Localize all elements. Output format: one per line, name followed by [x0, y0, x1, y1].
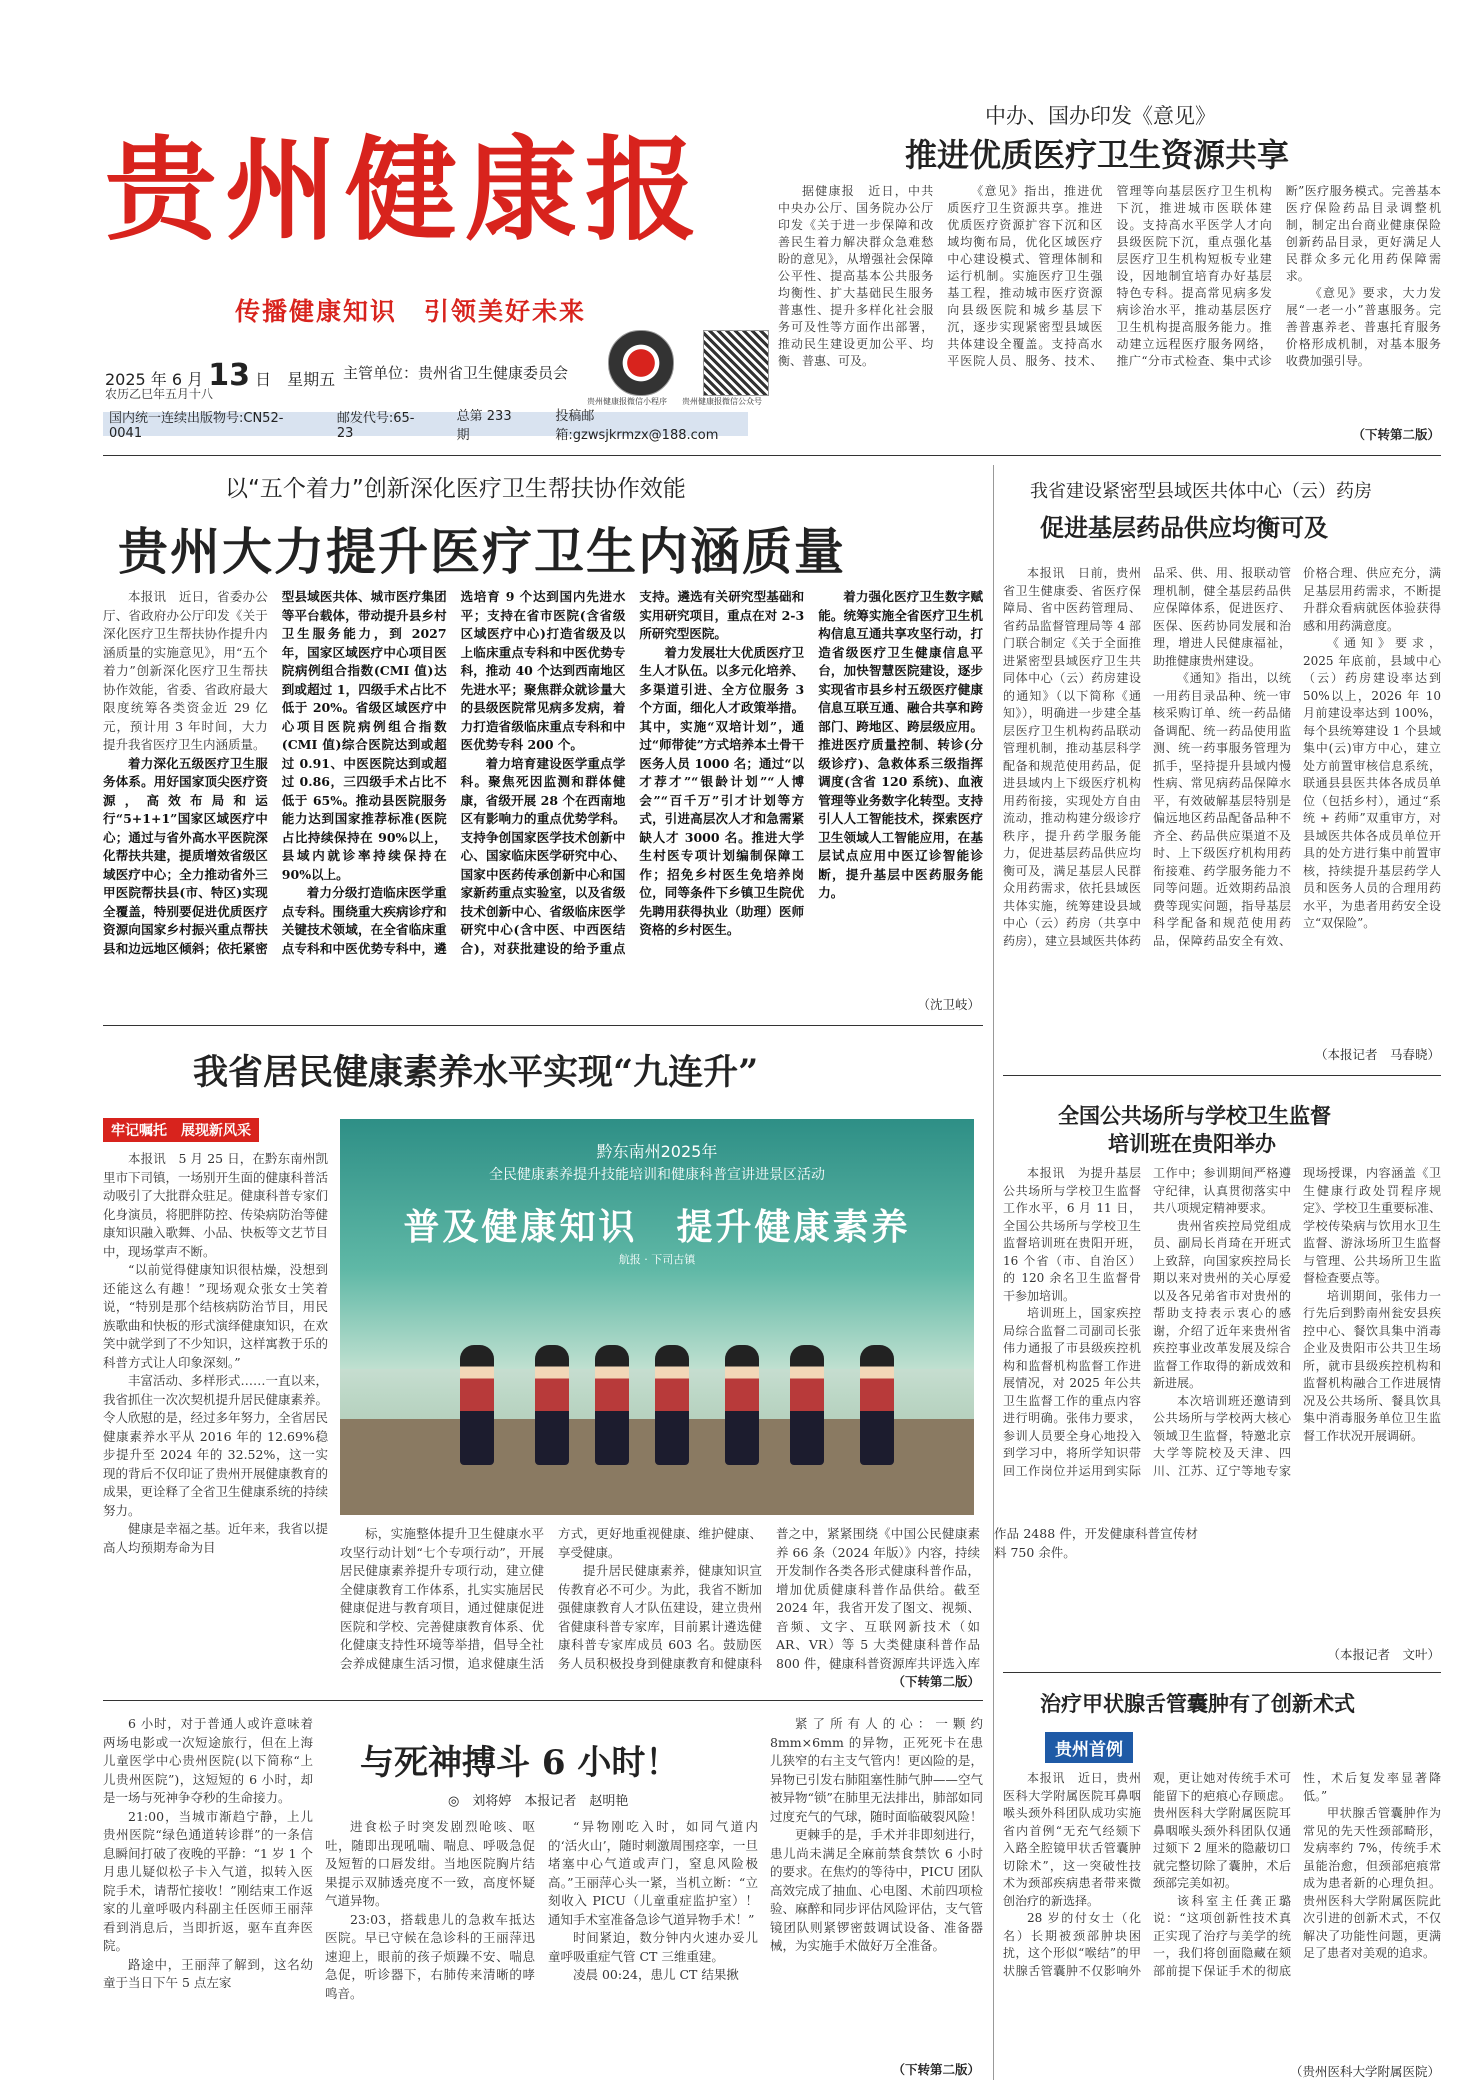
literacy-article-headline: 我省居民健康素养水平实现“九连升”: [193, 1052, 759, 1093]
performer-figure: [655, 1345, 689, 1465]
sponsor: 主管单位：贵州省卫生健康委员会: [343, 364, 569, 382]
masthead-title: 贵州健康报: [105, 125, 705, 256]
literacy-article-body-bottom: 标，实施整体提升卫生健康水平攻坚行动计划“七个专项行动”，开展居民健康素养提升专项行动，建立健全健康教育工作体系，扎实实施居民健康促进与教育项目，通过健康促进医院和学校、完善健康教育体系、优化健康支持性环境等举措，倡导全社会养成健康生活习惯，追求健康生活方式，更好地重视健康、维护健康、享受健康。 提升居民健康素养，健康知识宣传教育必不可少。为此，我省不断加强健康教育人才队伍建设，建立贵州省健康科普专家库，目前累计遴选健康科普专家库成员 603 名。鼓励医务人员积极投身到健康教育和健康科普之中，紧紧围绕《中国公民健康素养 66 条（2024 年版）》内容，持续开发制作各类各形式健康科普作品，增加优质健康科普作品供给。截至 2024 年，我省开发了图文、视频、音频、文字、互联网新技术（如 AR、VR）等 5 大类健康科普作品 800 件，健康科普资源库共评选入库作品 2488 件，开发健康科普宣传材料 750 余件。: [340, 1526, 1198, 1671]
performer-figure: [595, 1345, 629, 1465]
rescue-article-byline: ◎ 刘将婷 本报记者 赵明艳: [448, 1794, 629, 1809]
event-photo: [340, 1119, 974, 1515]
rescue-article-headline: 与死神搏斗 6 小时！: [360, 1743, 680, 1783]
rescue-article-col3: “异物刚吃入时，如同气道内的‘活火山’，随时刺激周围痉挛，一旦堵塞中心气道或声门，窒息风险极高。”王丽萍心头一紧，当机立断：“立刻收入 PICU（儿童重症监护室）！通知手术室准备急诊气道异物手术！” 时间紧迫，数分钟内火速办妥儿童呼吸重症气管 CT 三维重建。 凌晨 00:24，患儿 CT 结果揪: [548, 1819, 758, 1982]
issue-info-bar: 国内统一连续出版物号:CN52-0041 邮发代号:65-23 总第 233 期 投稿邮箱:gzwsjkrmzx@188.com: [103, 412, 748, 436]
literacy-article-body-left: 本报讯 5 月 25 日，在黔东南州凯里市下司镇，一场别开生面的健康科普活动吸引了大批群众驻足。健康科普专家们化身演员，将肥胖防控、传染病防治等健康知识融入歌舞、小品、快板等文艺节目中，现场掌声不断。 “以前觉得健康知识很枯燥，没想到还能这么有趣！”现场观众张女士笑着说，“特别是那个结核病防治节目，用民族歌曲和快板的形式演绎健康知识，在欢笑中就学到了不少知识，这样寓教于乐的科普方式让人印象深刻。” 丰富活动、多样形式……一直以来，我省抓住一次次契机提升居民健康素养。令人欣慰的是，经过多年努力，全省居民健康素养水平从 2016 年的 12.69%稳步提升至 2024 年的 32.52%，这一实现的背后不仅印证了贵州开展健康教育的成果，更诠释了全省卫生健康系统的持续努力。 健康是幸福之基。近年来，我省以提高人均预期寿命为目: [103, 1151, 329, 1555]
masthead-slogan: 传播健康知识 引领美好未来: [235, 297, 587, 326]
training-article-byline: （本报记者 文叶）: [1327, 1647, 1440, 1662]
performer-figure: [790, 1345, 824, 1465]
top-article-kicker: 中办、国办印发《意见》: [985, 104, 1216, 128]
lunar-date: 农历乙巳年五月十八: [105, 387, 214, 401]
photo-banner-line2: 全民健康素养提升技能培训和健康科普宣讲进景区活动: [489, 1167, 825, 1183]
lead-article-kicker: 以“五个着力”创新深化医疗卫生帮扶协作效能: [225, 476, 686, 502]
thyroid-article-tag: 贵州首例: [1045, 1732, 1133, 1763]
performer-figure: [535, 1345, 569, 1465]
divider: [103, 1025, 983, 1026]
literacy-article-continued: （下转第二版）: [892, 1674, 980, 1689]
rescue-article-continued: （下转第二版）: [892, 2062, 980, 2077]
training-article-body: 本报讯 为提升基层公共场所与学校卫生监督工作水平，6 月 11 日，全国公共场所与学校卫生监督培训班在贵阳开班，16 个省（市、自治区）的 120 余名卫生监督骨干参加培训。 培训班上，国家疾控局综合监督二司副司长张伟力通报了市县级疾控机构和监督机构监督工作进展情况，对 2025 年公共卫生监督工作的重点内容进行明确。张伟力要求，参训人员要全身心地投入到学习中，将所学知识带回工作岗位并运用到实际工作中；参训期间严格遵守纪律，认真贯彻落实中共八项规定精神要求。 贵州省疾控局党组成员、副局长肖琦在开班式上致辞，向国家疾控局长期以来对贵州的关心厚爱以及各兄弟省市对贵州的帮助支持表示衷心的感谢，介绍了近年来贵州省疾控事业改革发展及综合监督工作取得的新成效和新进展。 本次培训班还邀请到公共场所与学校两大核心领域卫生监督，特邀北京大学等院校及天津、四川、江苏、辽宁等地专家现场授课，内容涵盖《卫生健康行政处罚程序规定》、学校卫生重要标准、学校传染病与饮用水卫生监督、游泳场所卫生监督与管理、公共场所卫生监督检查要点等。 培训期间，张伟力一行先后到黔南州瓮安县疾控中心、餐饮具集中消毒企业及贵阳市公共卫生场所，就市县级疾控机构和监督机构融合工作进展情况及公共场所、餐具饮具集中消毒服务单位卫生监督工作状况开展调研。: [1003, 1166, 1442, 1478]
qr-code-official-account: 贵州健康报微信公众号: [690, 330, 782, 407]
performer-figure: [725, 1345, 759, 1465]
qr-code-mini-program: 贵州健康报微信小程序: [595, 330, 687, 407]
performer-figure: [460, 1345, 494, 1465]
thyroid-article-body: 本报讯 近日，贵州医科大学附属医院耳鼻咽喉头颈外科团队成功实施省内首例“无充气经颏下入路全腔镜甲状舌管囊肿切除术”，这一突破性技术为颈部疾病患者带来微创治疗的新选择。 28 岁的付女士（化名）长期被颈部肿块困扰，这个形似“喉结”的甲状腺舌管囊肿不仅影响外观，更让她对传统手术可能留下的疤痕心存顾虑。贵州医科大学附属医院耳鼻咽喉头颈外科团队仅通过颏下 2 厘米的隐蔽切口就完整切除了囊肿，术后颈部完美如初。 该科室主任龚正璐说：“这项创新性技术真正实现了治疗与美学的统一，我们将创面隐藏在颏部前提下保证手术的彻底性，术后复发率显著降低。” 甲状腺舌管囊肿作为常见的先天性颈部畸形，发病率约 7%，传统手术虽能治愈，但颈部疤痕常成为患者新的心理负担。贵州医科大学附属医院此次引进的创新术式，不仅解决了功能性问题，更满足了患者对美观的追求。: [1003, 1771, 1441, 1978]
date-day: 13: [208, 358, 251, 393]
lead-article-headline: 贵州大力提升医疗卫生内涵质量: [118, 522, 846, 581]
thyroid-article-byline: （贵州医科大学附属医院）: [1289, 2064, 1440, 2079]
top-article-body: 据健康报 近日，中共中央办公厅、国务院办公厅印发《关于进一步保障和改善民生着力解决群众急难愁盼的意见》，从增强社会保障公平性、提高基本公共服务均衡性、扩大基础民生服务普惠性、提升多样化社会服务可及性等方面作出部署，推动民生建设更加公平、均衡、普惠、可及。 《意见》指出，推进优质医疗卫生资源共享。推进优质医疗资源扩容下沉和区域均衡布局，优化区域医疗中心建设模式、管理体制和运行机制。实施医疗卫生强基工程，推动城市医疗资源向县级医院和城乡基层下沉，逐步实现紧密型县域医共体建设全覆盖。支持高水平医院人员、服务、技术、管理等向基层医疗卫生机构下沉，推进城市医联体建设。支持高水平医学人才向县级医院下沉，重点强化基层医疗卫生机构短板专业建设，因地制宜培育办好基层特色专科。提高常见病多发病诊治水平，推动基层医疗卫生机构提高服务能力。推动建立远程医疗服务网络，推广“分市式检查、集中式诊断”医疗服务模式。完善基本医疗保险药品目录调整机制，制定出台商业健康保险创新药品目录，更好满足人民群众多元化用药保障需求。 《意见》要求，大力发展“一老一小”普惠服务。完善普惠养老、普惠托育服务价格形成机制，对基本服务收费加强引导。: [778, 184, 1441, 368]
divider: [103, 1700, 983, 1701]
drug-article-kicker: 我省建设紧密型县域医共体中心（云）药房: [1030, 481, 1372, 502]
section-tag: 牢记嘱托 展现新风采: [103, 1118, 259, 1142]
lead-article-byline: （沈卫岐）: [917, 997, 980, 1012]
photo-banner-line1: 黔东南州2025年: [596, 1142, 718, 1161]
drug-article-headline: 促进基层药品供应均衡可及: [1040, 513, 1328, 542]
photo-banner-slogan: 普及健康知识 提升健康素养: [403, 1206, 911, 1248]
divider: [1003, 1075, 1441, 1076]
thyroid-article-headline: 治疗甲状腺舌管囊肿有了创新术式: [1040, 1691, 1355, 1716]
qr-code-icon: [703, 330, 769, 396]
drug-article-byline: （本报记者 马春晓）: [1314, 1047, 1440, 1062]
training-article-headline-line1: 全国公共场所与学校卫生监督: [1058, 1103, 1331, 1128]
divider: [103, 455, 1441, 456]
top-article-continued: （下转第二版）: [1352, 427, 1440, 442]
drug-article-body: 本报讯 日前，贵州省卫生健康委、省医疗保障局、省中医药管理局、省药品监督管理局等 4 部门联合制定《关于全面推进紧密型县域医疗卫生共同体中心（云）药房建设的通知》（以下简称《通知》），明确进一步建全基层医疗卫生机构药品联动管理机制，推动基层科学配备和规范使用药品，促进县域内上下级医疗机构用药衔接，实现处方自由流动，推动构建分级诊疗秩序，提升药学服务能力，促进基层药品供应均衡可及，满足基层人民群众用药需求，依托县域医共体实施，统筹建设县域中心（云）药房（共享中药房），建立县域医共体药品采、供、用、报联动管理机制，健全基层药品供应保障体系，促进医疗、医保、医药协同发展和治理，增进人民健康福祉，助推健康贵州建设。 《通知》指出，以统一用药目录品种、统一审核采购订单、统一药品储备调配、统一药品使用监测、统一药事服务管理为抓手，坚持提升县域内慢性病、常见病药品保障水平，有效破解基层特别是偏远地区药品配备品种不齐全、药品供应渠道不及时、上下级医疗机构用药衔接难、药学服务能力不同等问题。近效期药品浪费等现实问题，指导基层科学配备和规范使用药品，保障药品安全有效、价格合理、供应充分，满足基层用药需求，不断提升群众看病就医体验获得感和用药满意度。 《通知》要求，2025 年底前，县域中心（云）药房建设率达到 50%以上，2026 年 10 月前建设率达到 100%，每个县统筹建设 1 个县域集中(云)审方中心，建立处方前置审核信息系统，联通县县医共体各成员单位（包括乡村），通过“系统 + 药师”双重审方，对县域医共体各成员单位开具的处方进行集中前置审核，持续提升基层药学人员和医务人员的合理用药水平，为患者用药安全设立“双保险”。: [1003, 566, 1441, 948]
photo-banner-location: 航报 · 下司古镇: [618, 1253, 696, 1266]
divider: [1003, 1672, 1441, 1673]
rescue-article-col1: 6 小时，对于普通人或许意味着两场电影或一次短途旅行，但在上海儿童医学中心贵州医院(以下简称“上儿贵州医院”)，这短短的 6 小时，却是一场与死神争夺秒的生命接力。 21:00，当城市渐趋宁静，上儿贵州医院“绿色通道转诊群”的一条信息瞬间打破了夜晚的平静：“1 岁 1 个月患儿疑似松子卡入气道，拟转入医院手术，请帮忙接收！”刚结束工作返家的儿童呼吸内科副主任医师王丽萍看到消息后，当即折返，驱车直奔医院。 路途中，王丽萍了解到，这名幼童于当日下午 5 点左家: [103, 1716, 313, 1990]
rescue-article-col4: 紧了所有人的心：一颗约 8mm×6mm 的异物，正死死卡在患儿狭窄的右主支气管内！更凶险的是，异物已引发右肺阻塞性肺气肿——空气被异物“锁”在肺里无法排出，肺部如同过度充气的气球，随时面临破裂风险！ 更棘手的是，手术并非即刻进行，患儿尚未满足全麻前禁食禁饮 6 小时的要求。在焦灼的等待中，PICU 团队高效完成了抽血、心电图、术前四项检验、麻醉和同步评估风险评估，支气管镜团队则紧锣密鼓调试设备、准备器械，为实施手术做好万全准备。: [770, 1716, 983, 1953]
qr-code-icon: [608, 330, 674, 396]
column-divider: [993, 465, 994, 2080]
lead-article-body: 本报讯 近日，省委办公厅、省政府办公厅印发《关于深化医疗卫生帮扶协作提升内涵质量的实施意见》，用“五个着力”创新深化医疗卫生帮扶协作效能，省委、省政府最大限度统筹各类资金近 29 亿元，预计用 3 年时间，大力提升我省医疗卫生内涵质量。 着力深化五级医疗卫生服务体系。用好国家顶尖医疗资源，高效布局和运行“5+1+1”国家区域医疗中心；通过与省外高水平医院深化帮扶共建，提质增效省级区域医疗中心；全力推动省外三甲医院帮扶县(市、特区)实现全覆盖，特别要促进优质医疗资源向国家乡村振兴重点帮扶县和边远地区倾斜；依托紧密型县域医共体、城市医疗集团等平台载体，带动提升县乡村卫生服务能力，到 2027 年，国家区域医疗中心项目医院病例组合指数(CMI 值)达到或超过 1，四级手术占比不低于 20%。省级区域医疗中心项目医院病例组合指数(CMI 值)综合医院达到或超过 0.91、中医医院达到或超过 0.86，三四级手术占比不低于 65%。推动县医院服务能力达到国家推荐标准(医院占比持续保持在 90%以上，县域内就诊率持续保持在 90%以上。 着力分级打造临床医学重点专科。围绕重大疾病诊疗和关键技术领域，在全省临床重点专科和中医优势专科中，遴选培育 9 个达到国内先进水平；支持在省市医院(含省级区域医疗中心)打造省级及以上临床重点专科和中医优势专科，推动 40 个达到西南地区先进水平；聚焦群众就诊量大的县级医院常见病多发病，着力打造省级临床重点专科和中医优势专科 200 个。 着力培育建设医学重点学科。聚焦死因监测和群体健康，省级开展 28 个在西南地区有影响力的重点优势学科。支持争创国家医学技术创新中心、国家临床医学研究中心、国家中医药传承创新中心和国家新药重点实验室，以及省级技术创新中心、省级临床医学研究中心(含中医、中西医结合)，对获批建设的给予重点支持。遴选有关研究型基础和实用研究项目，重点在对 2-3 所研究型医院。 着力发展壮大优质医疗卫生人才队伍。以多元化培养、多渠道引进、全方位服务 3 个方面，细化人才政策举措。其中，实施“双培计划”，通过“师带徒”方式培养本土骨干医务人员 1000 名；通过“以才荐才”“银龄计划”“人博会”“百千万”引才计划等方式，引进高层次人才和急需紧缺人才 3000 名。推进大学生村医专项计划编制保障工作；招免乡村医生免培养岗位，同等条件下乡镇卫生院优先聘用获得执业（助理）医师资格的乡村医生。 着力强化医疗卫生数字赋能。统筹实施全省医疗卫生机构信息互通共享攻坚行动，打造省级医疗卫生健康信息平台，加快智慧医院建设，逐步实现省市县乡村五级医疗健康信息互联互通、融合共享和跨部门、跨地区、跨层级应用。推进医疗质量控制、转诊(分级诊疗)、急救体系三级指挥调度(含省 120 系统)、血液管理等业务数字化转型。支持引人人工智能技术，探索医疗卫生领域人工智能应用，在基层试点应用中医辽诊智能诊断，提升基层中医药服务能力。: [103, 589, 983, 956]
top-article-headline: 推进优质医疗卫生资源共享: [905, 136, 1290, 174]
dateline: 2025 年 6 月 13 日 星期五: [105, 358, 336, 393]
training-article-headline-line2: 培训班在贵阳举办: [1108, 1131, 1276, 1156]
rescue-article-col2: 进食松子时突发剧烈呛咳、呕吐，随即出现吼喘、喘息、呼吸急促及短暂的口唇发绀。当地医院胸片结果提示双肺透亮度不一致，高度怀疑气道异物。 23:03，搭载患儿的急救车抵达医院。早已守候在急诊科的王丽萍迅速迎上，眼前的孩子烦躁不安、喘息急促，听诊器下，右肺传来清晰的哮鸣音。: [325, 1819, 535, 2001]
performer-figure: [860, 1345, 894, 1465]
